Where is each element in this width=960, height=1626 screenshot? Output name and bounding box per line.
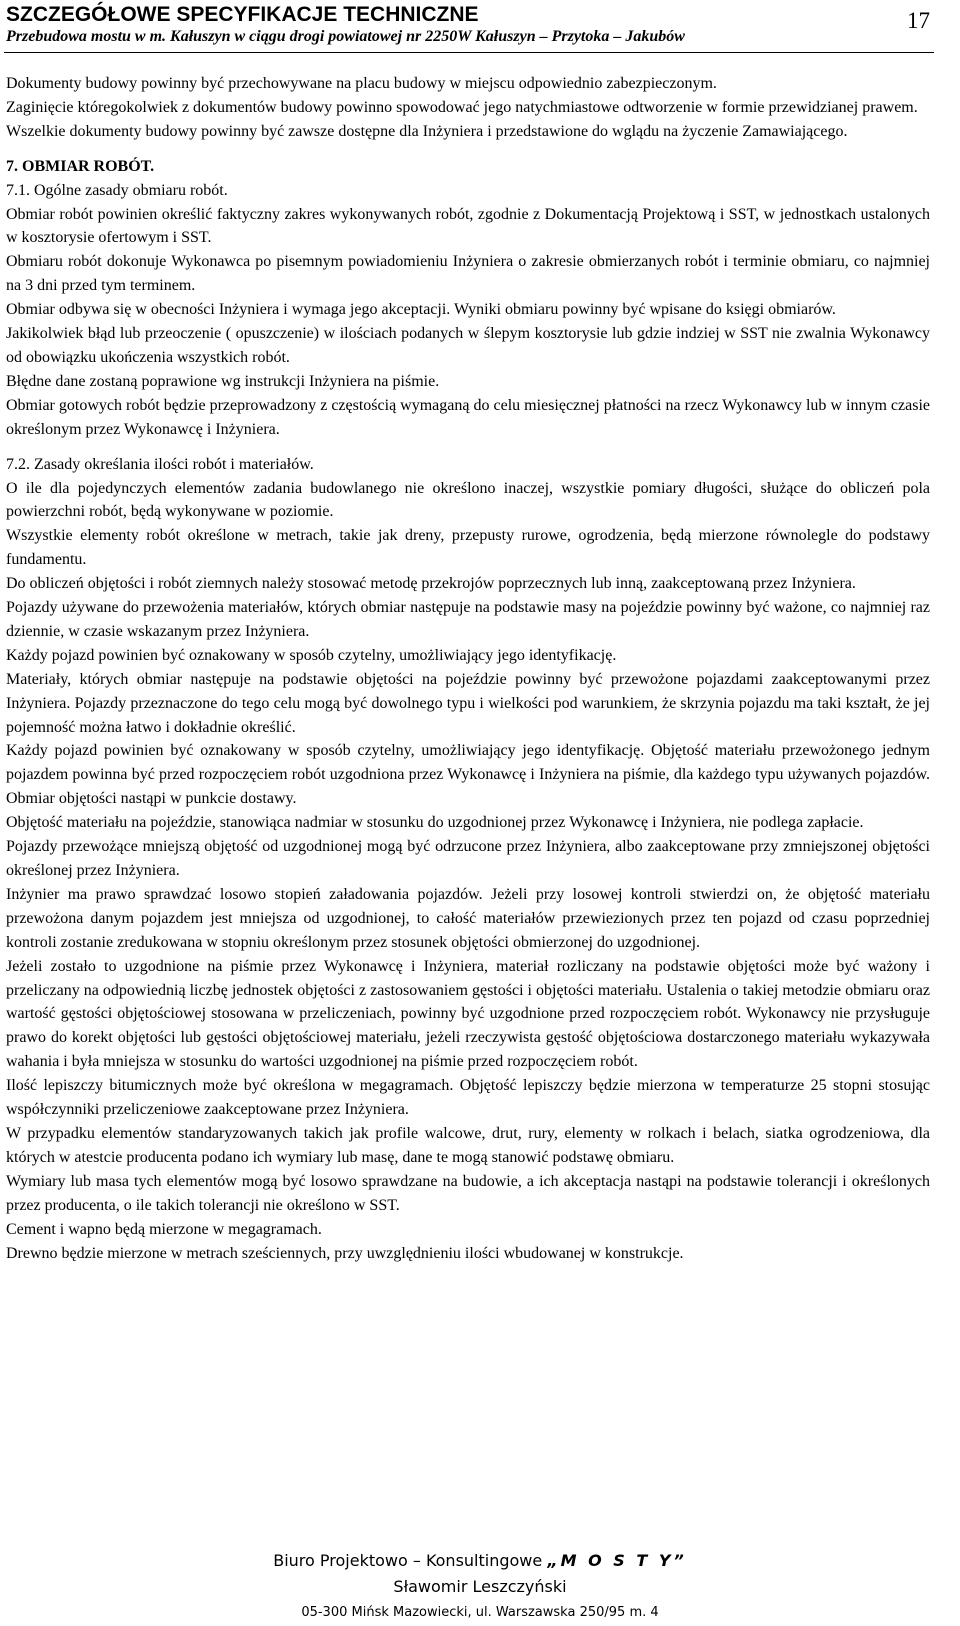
paragraph: Błędne dane zostaną poprawione wg instrukcji Inżyniera na piśmie. [6,372,440,390]
page-header [6,4,930,48]
paragraph: Wszelkie dokumenty budowy powinny być zawsze dostępne dla Inżyniera i przedstawione do wglądu na życzenie Zamawiającego. [6,122,848,140]
paragraph: Każdy pojazd powinien być oznakowany w sposób czytelny, umożliwiający jego identyfikację. [6,646,617,664]
footer-company-line [0,1548,960,1574]
paragraph: Każdy pojazd powinien być oznakowany w sposób czytelny, umożliwiający jego identyfikację. Objętość materiału przewożonego jednym pojazdem powinna być przed rozpoczęciem robót uzgodniona przez Wykonawcę i Inżyniera na piśmie, dla każdego typu używanych pojazdów. Obmiar objętości nastąpi w punkcie dostawy. [6,742,930,808]
paragraph: Jeżeli zostało to uzgodnione na piśmie przez Wykonawcę i Inżyniera, materiał rozliczany na podstawie objętości może być ważony i przeliczany na odpowiednią liczbę jednostek objętości z zastosowaniem gęstości i objętości materiału. Ustalenia o takiej metodzie obmiaru oraz wartość gęstości objętościowej stosowana w przeliczeniach, powinny być uzgodnione przed rozpoczęciem robót. Wykonawcy nie przysługuje prawo do korekt objętości lub gęstości objętościowej materiału, jeżeli rzeczywista gęstość objętościowa dostarczonego materiału wykazywała wahania i była mniejsza w stosunku do wartości uzgodnionej na piśmie przed rozpoczęciem robót. [6,957,930,1071]
paragraph: Jakikolwiek błąd lub przeoczenie ( opuszczenie) w ilościach podanych w ślepym kosztorysie lub gdzie indziej w SST nie zwalnia Wykonawcy od obowiązku ukończenia wszystkich robót. [6,325,930,366]
page-number: 17 [907,8,930,33]
paragraph: Pojazdy przewożące mniejszą objętość od uzgodnionej mogą być odrzucone przez Inżyniera, albo zaakceptowane przy zmniejszonej objętości określonej przez Inżyniera. [6,838,930,879]
paragraph: Objętość materiału na pojeździe, stanowiąca nadmiar w stosunku do uzgodnionej przez Wykonawcę i Inżyniera, nie podlega zapłacie. [6,814,864,832]
paragraph: Wymiary lub masa tych elementów mogą być losowo sprawdzane na budowie, a ich akceptacja nastąpi na podstawie tolerancji i określonych przez producenta, o ile takich tolerancji nie określono w SST. [6,1172,930,1214]
paragraph: Obmiar gotowych robót będzie przeprowadzony z częstością wymaganą do celu miesięcznej płatności na rzecz Wykonawcy lub w innym czasie określonym przez Wykonawcę i Inżyniera. [6,396,930,438]
paragraph: Wszystkie elementy robót określone w metrach, takie jak dreny, przepusty rurowe, ogrodzenia, będą mierzone równolegle do podstawy fundamentu. [6,527,930,569]
paragraph: W przypadku elementów standaryzowanych takich jak profile walcowe, drut, rury, elementy w rolkach i belach, siatka ogrodzeniowa, dla których w atestcie producenta podano ich wymiary lub masę, dane te mogą stanowić podstawę obmiaru. [6,1124,930,1166]
paragraph: Inżynier ma prawo sprawdzać losowo stopień załadowania pojazdów. Jeżeli przy losowej kontroli stwierdzi on, że objętość materiału przewożona danym pojazdem jest mniejsza od uzgodnionej, to całość materiałów przewiezionych przez ten pojazd od czasu poprzedniej kontroli zostanie zredukowana w stopniu określonym przez stosunek objętości obmierzonej do uzgodnionej. [6,885,930,951]
header-title: SZCZEGÓŁOWE SPECYFIKACJE TECHNICZNE [6,3,479,26]
document-body [6,72,930,1265]
paragraph: Cement i wapno będą mierzone w megagramach. [6,1220,322,1238]
paragraph: Drewno będzie mierzone w metrach sześciennych, przy uwzględnieniu ilości wbudowanej w konstrukcje. [6,1244,684,1262]
section-heading: 7. OBMIAR ROBÓT. [6,157,155,175]
footer-brand: „M O S T Y” [547,1551,687,1570]
paragraph: Obmiar odbywa się w obecności Inżyniera i wymaga jego akceptacji. Wyniki obmiaru powinny być wpisane do księgi obmiarów. [6,301,836,319]
paragraph: O ile dla pojedynczych elementów zadania budowlanego nie określono inaczej, wszystkie pomiary długości, służące do obliczeń pola powierzchni robót, będą wykonywane w poziomie. [6,479,930,521]
paragraph: Zaginięcie któregokolwiek z dokumentów budowy powinno spowodować jego natychmiastowe odtworzenie w formie przewidzianej prawem. [6,98,918,116]
paragraph: Dokumenty budowy powinny być przechowywane na placu budowy w miejscu odpowiednio zabezpieczonym. [6,75,717,92]
paragraph: Obmiar robót powinien określić faktyczny zakres wykonywanych robót, zgodnie z Dokumentacją Projektową i SST, w jednostkach ustalonych w kosztorysie ofertowym i SST. [6,205,930,247]
page-footer [0,1548,960,1626]
paragraph: Obmiaru robót dokonuje Wykonawca po pisemnym powiadomieniu Inżyniera o zakresie obmierzanych robót i terminie obmiaru, co najmniej na 3 dni przed tym terminem. [6,253,930,295]
footer-company: Biuro Projektowo – Konsultingowe [273,1551,543,1570]
footer-address: 05-300 Mińsk Mazowiecki, ul. Warszawska 250/95 m. 4 [301,1605,659,1620]
subsection-heading: 7.1. Ogólne zasady obmiaru robót. [6,181,228,199]
header-subtitle: Przebudowa mostu w m. Kałuszyn w ciągu drogi powiatowej nr 2250W Kałuszyn – Przytoka – Jakubów [6,28,685,45]
subsection-heading: 7.2. Zasady określania ilości robót i materiałów. [6,455,314,473]
footer-person: Sławomir Leszczyński [393,1577,567,1596]
header-divider [4,52,934,53]
paragraph: Pojazdy używane do przewożenia materiałów, których obmiar następuje na podstawie masy na pojeździe powinny być ważone, co najmniej raz dziennie, w czasie wskazanym przez Inżyniera. [6,599,930,640]
paragraph: Do obliczeń objętości i robót ziemnych należy stosować metodę przekrojów poprzecznych lub inną, zaakceptowaną przez Inżyniera. [6,575,856,593]
paragraph: Materiały, których obmiar następuje na podstawie objętości na pojeździe powinny być przewożone pojazdami zaakceptowanymi przez Inżyniera. Pojazdy przeznaczone do tego celu mogą być dowolnego typu i wielkości pod warunkiem, że skrzynia pojazdu ma taki kształt, że jej pojemność można łatwo i dokładnie określić. [6,670,930,736]
paragraph: Ilość lepiszczy bitumicznych może być określona w megagramach. Objętość lepiszczy będzie mierzona w temperaturze 25 stopni stosując współczynniki przeliczeniowe zaakceptowane przez Inżyniera. [6,1077,930,1119]
